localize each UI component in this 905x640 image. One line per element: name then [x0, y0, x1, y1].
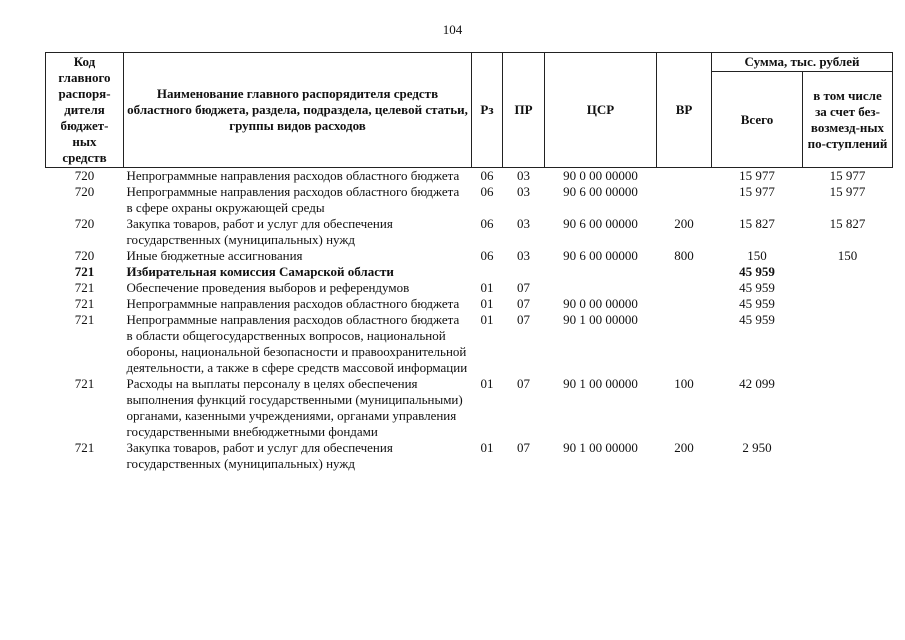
cell-csr: 90 6 00 00000 [563, 184, 638, 199]
table-row [46, 216, 893, 248]
cell-free: 15 827 [829, 216, 866, 231]
cell-pr: 07 [517, 440, 530, 455]
table-header [46, 53, 893, 168]
cell-code: 721 [74, 296, 95, 311]
cell-code: 721 [74, 280, 95, 295]
header-name: Наименование главного распорядителя средств областного бюджета, раздела, подраздела, целевой статьи, группы видов расходов [124, 53, 472, 168]
cell-name: Обеспечение проведения выборов и референдумов [126, 280, 410, 295]
header-sum: Сумма, тыс. рублей [712, 53, 893, 72]
cell-pr: 07 [517, 280, 530, 295]
cell-total: 45 959 [739, 264, 775, 279]
cell-code: 721 [74, 264, 95, 279]
table-row [46, 296, 893, 312]
cell-rz: 06 [480, 248, 494, 263]
cell-code: 720 [74, 168, 95, 183]
cell-code: 720 [74, 248, 95, 263]
cell-free [803, 376, 893, 440]
cell-total: 45 959 [739, 312, 775, 327]
table-row [46, 440, 893, 472]
cell-rz: 01 [480, 312, 494, 327]
cell-csr: 90 0 00 00000 [563, 168, 638, 183]
cell-total: 45 959 [739, 280, 775, 295]
cell-rz: 01 [480, 440, 494, 455]
cell-free: 150 [837, 248, 858, 263]
cell-free [803, 312, 893, 376]
cell-rz: 06 [480, 168, 494, 183]
cell-csr: 90 0 00 00000 [563, 296, 638, 311]
cell-rz: 01 [480, 376, 494, 391]
cell-name: Закупка товаров, работ и услуг для обеспечения государственных (муниципальных) нужд [126, 440, 393, 471]
cell-vr [657, 312, 712, 376]
cell-vr: 800 [674, 248, 694, 263]
cell-total: 15 977 [739, 168, 775, 183]
cell-pr: 07 [517, 296, 530, 311]
cell-csr: 90 1 00 00000 [563, 376, 638, 391]
cell-csr [545, 280, 657, 296]
cell-total: 45 959 [739, 296, 775, 311]
header-vr: ВР [657, 53, 712, 168]
cell-rz: 01 [480, 280, 494, 295]
cell-name: Расходы на выплаты персоналу в целях обеспечения выполнения функций государственными (муниципальными) органами, казенными учреждениями, органами управления государственными внебюджетными фондами [126, 376, 463, 439]
cell-vr [657, 184, 712, 216]
header-csr: ЦСР [545, 53, 657, 168]
cell-free [803, 296, 893, 312]
cell-code: 721 [74, 440, 95, 455]
cell-vr [657, 168, 712, 185]
table-row [46, 168, 893, 185]
cell-free [803, 264, 893, 280]
cell-code: 721 [74, 376, 95, 391]
cell-pr: 03 [517, 168, 530, 183]
table-row [46, 248, 893, 264]
cell-pr [503, 264, 545, 280]
cell-vr: 200 [674, 216, 694, 231]
cell-name: Непрограммные направления расходов областного бюджета [126, 296, 460, 311]
cell-vr [657, 264, 712, 280]
cell-name: Закупка товаров, работ и услуг для обеспечения государственных (муниципальных) нужд [126, 216, 393, 247]
cell-csr: 90 1 00 00000 [563, 440, 638, 455]
cell-vr [657, 280, 712, 296]
cell-name: Непрограммные направления расходов областного бюджета в области общегосударственных вопросов, национальной обороны, национальной безопасности и правоохранительной деятельности, а также в сфере средств массовой информации [126, 312, 468, 375]
cell-name: Непрограммные направления расходов областного бюджета [126, 168, 460, 183]
header-total: Всего [712, 72, 803, 168]
cell-free [803, 440, 893, 472]
cell-total: 15 827 [739, 216, 775, 231]
cell-free: 15 977 [829, 184, 866, 199]
table-row [46, 312, 893, 376]
table-row [46, 184, 893, 216]
cell-total: 150 [747, 248, 767, 263]
cell-total: 42 099 [739, 376, 775, 391]
cell-rz: 06 [480, 184, 494, 199]
cell-code: 721 [74, 312, 95, 327]
cell-csr: 90 6 00 00000 [563, 248, 638, 263]
cell-code: 720 [74, 184, 95, 199]
cell-rz: 01 [480, 296, 494, 311]
cell-free: 15 977 [829, 168, 866, 183]
cell-csr [545, 264, 657, 280]
cell-pr: 03 [517, 184, 530, 199]
cell-pr: 07 [517, 312, 530, 327]
table-row [46, 376, 893, 440]
cell-total: 15 977 [739, 184, 775, 199]
page-number: 104 [442, 22, 463, 37]
cell-csr: 90 6 00 00000 [563, 216, 638, 231]
cell-name: Иные бюджетные ассигнования [126, 248, 303, 263]
budget-table [45, 52, 893, 472]
cell-rz [472, 264, 503, 280]
cell-rz: 06 [480, 216, 494, 231]
table-body [46, 168, 893, 473]
cell-vr: 200 [674, 440, 694, 455]
table-row [46, 280, 893, 296]
header-code: Код главного распоря-дителя бюджет-ных средств [46, 53, 124, 168]
cell-free [803, 280, 893, 296]
header-free: в том числе за счет без-возмезд-ных по-ступлений [803, 72, 893, 168]
cell-vr [657, 296, 712, 312]
cell-code: 720 [74, 216, 95, 231]
cell-total: 2 950 [742, 440, 772, 455]
cell-name: Избирательная комиссия Самарской области [126, 264, 394, 279]
header-rz: Рз [472, 53, 503, 168]
cell-name: Непрограммные направления расходов областного бюджета в сфере охраны окружающей среды [126, 184, 460, 215]
cell-csr: 90 1 00 00000 [563, 312, 638, 327]
header-pr: ПР [503, 53, 545, 168]
cell-vr: 100 [674, 376, 694, 391]
cell-pr: 07 [517, 376, 530, 391]
table-row [46, 264, 893, 280]
cell-pr: 03 [517, 216, 530, 231]
cell-pr: 03 [517, 248, 530, 263]
